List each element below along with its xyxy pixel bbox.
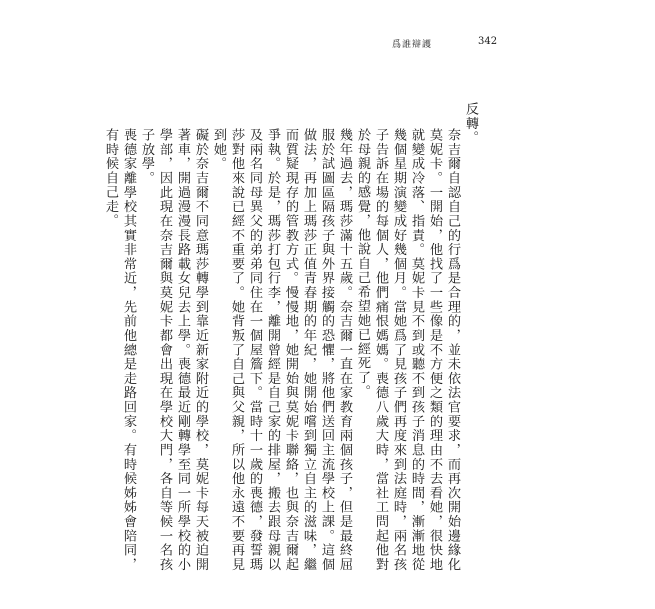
paragraph: 喪德家離學校其實非常近，先前他總是走路回家。有時候姊姊會陪同，有時候自己走。 — [103, 128, 136, 572]
page-number: 342 — [478, 36, 498, 47]
paragraph: 反轉。 — [463, 102, 478, 145]
body-text — [101, 102, 479, 572]
paragraph: 礙於奈吉爾不同意瑪莎轉學到靠近新家附近的學校，莫妮卡每天被迫開著車，開過漫漫長路載女兒去上學。喪德最近剛轉學至同一所學校的小學部，因此現在奈吉爾與莫妮卡都會出現在學校大門，各自等候一名孩子放學。 — [139, 128, 208, 572]
running-title: 爲誰辯護 — [392, 40, 433, 50]
paragraph: 幾年過去，瑪莎滿十五歲。奈吉爾一直在家教育兩個孩子，但是最終屈服於試圖區隔孩子與外界接觸的恐懼，將他們送回主流學校上課。這個做法，再加上瑪莎正值青春期的年紀，她開始嚐到獨立自主的滋味，繼而質疑現存的管教方式。慢慢地，她開始與莫妮卡聯絡，也與奈吉爾起爭執。於是，瑪莎打包行李，離開曾經是自己家的排屋，搬去跟母親以及兩名同母異父的弟弟同住在一個屋簷下。當時十一歲的喪德，發誓瑪莎對他來說已經不重要了。她背叛了自己與父親，所以他永遠不要再見到她。 — [211, 128, 352, 572]
paragraph: 奈吉爾自認自己的行爲是合理的，並未依法官要求，而再次開始邊緣化莫妮卡。一開始，他找了一些像是不方便之類的理由不去看她，很快地就變成冷落、指責。莫妮卡見不到或聽不到孩子消息的時間，漸漸地從幾個星期演變成好幾個月。當她爲了見孩子們再度來到法庭時，兩名孩子告訴在場的每個人，他們痛恨媽媽。喪德八歲大時，當社工問起他對於母親的感覺，他說自己希望她已經死了。 — [355, 128, 460, 572]
